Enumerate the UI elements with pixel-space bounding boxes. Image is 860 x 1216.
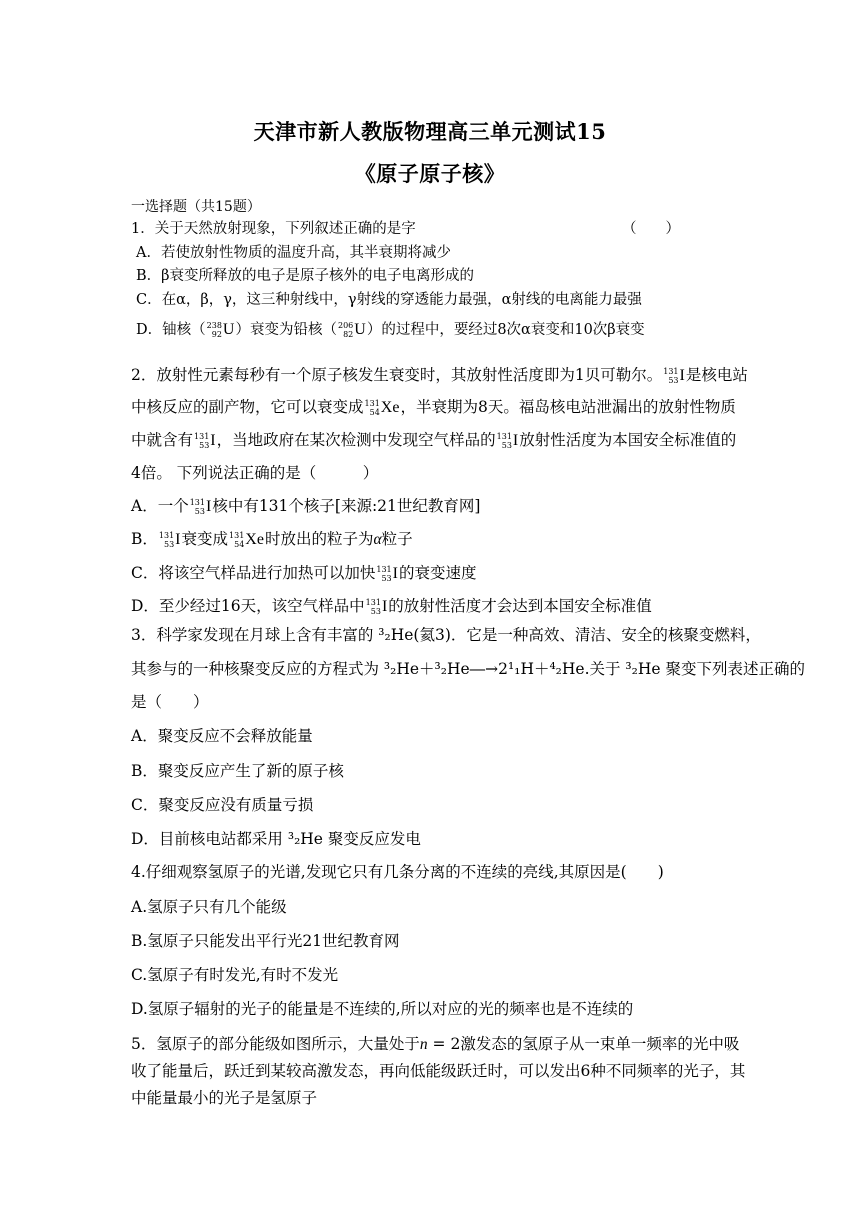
nuclide-i131: 131 53 I bbox=[663, 367, 685, 385]
q4-stem: 4.仔细观察氢原子的光谱,发现它只有几条分离的不连续的亮线,其原因是( ) bbox=[131, 863, 664, 881]
nuclide-i131: 131 53 I bbox=[158, 531, 181, 549]
page-title: 天津市新人教版物理高三单元测试15 bbox=[253, 119, 607, 144]
q5-line-1: 5．氢原子的部分能级如图所示，大量处于n = 2激发态的氢原子从一束单一频率的光中吸 bbox=[131, 1035, 740, 1053]
q2-option-c: C．将该空气样品进行加热可以加快 131 53 I 的衰变速度 bbox=[131, 564, 477, 583]
q3-option-c: C．聚变反应没有质量亏损 bbox=[131, 796, 314, 814]
q4-option-c: C.氢原子有时发光,有时不发光 bbox=[131, 966, 339, 984]
q4-option-a: A.氢原子只有几个能级 bbox=[131, 898, 287, 916]
nuclide-206: 206 82 U bbox=[337, 321, 366, 339]
q3-option-a: A．聚变反应不会释放能量 bbox=[131, 727, 313, 745]
q1-stem: 1．关于天然放射现象，下列叙述正确的是字 bbox=[131, 221, 416, 237]
q1-answer-paren: （ ） bbox=[622, 221, 680, 237]
q1-option-b: B．β衰变所释放的电子是原子核外的电子电离形成的 bbox=[136, 268, 475, 284]
q2-line-1: 2．放射性元素每秒有一个原子核发生衰变时，其放射性活度即为1贝可勒尔。 131 53 I 是核电站 bbox=[131, 366, 748, 385]
nuclide-u238: 238 92 U bbox=[206, 321, 235, 339]
q1-option-c: C．在α，β，γ，这三种射线中，γ射线的穿透能力最强，α射线的电离能力最强 bbox=[136, 292, 642, 308]
q4-option-d: D.氢原子辐射的光子的能量是不连续的,所以对应的光的频率也是不连续的 bbox=[131, 1000, 634, 1018]
nuclide-xe131: 131 54 Xe bbox=[229, 531, 264, 549]
q2-option-d: D．至少经过16天，该空气样品中 131 53 I 的放射性活度才会达到本国安全标准值 bbox=[131, 597, 652, 616]
q4-option-b: B.氢原子只能发出平行光21世纪教育网 bbox=[131, 932, 400, 950]
nuclide-i131: 131 53 I bbox=[365, 598, 388, 616]
nuclide-i131: 131 53 I bbox=[376, 565, 398, 583]
q2-option-b: B． 131 53 I 衰变成 131 54 Xe 时放出的粒子为α粒子 bbox=[131, 530, 413, 549]
nuclide-i131: 131 53 I bbox=[189, 498, 212, 516]
nuclide-xe131: 131 54 Xe bbox=[364, 399, 400, 417]
q1-option-a: A．若使放射性物质的温度升高，其半衰期将减少 bbox=[136, 245, 451, 261]
q2-line-2: 中核反应的副产物，它可以衰变成 131 54 Xe ，半衰期为8天。福岛核电站泄漏出的放射性物质 bbox=[131, 398, 736, 417]
q1-option-d: D．铀核（ 238 92 U ）衰变为铅核（ 206 82 U ）的过程中，要经过8次α衰变和10次β衰变 bbox=[136, 321, 645, 339]
q5-line-2: 收了能量后，跃迁到某较高激发态，再向低能级跃迁时，可以发出6种不同频率的光子，其 bbox=[131, 1062, 746, 1080]
q3-line-1: 3．科学家发现在月球上含有丰富的 ³₂He(氦3)．它是一种高效、清洁、安全的核聚变燃料， bbox=[131, 626, 761, 644]
q2-line-3: 中就含有 131 53 I ，当地政府在某次检测中发现空气样品的 131 53 I 放射性活度为本国安全标准值的 bbox=[131, 431, 737, 450]
nuclide-i131: 131 53 I bbox=[496, 432, 519, 450]
q5-line-3: 中能量最小的光子是氢原子 bbox=[131, 1089, 318, 1107]
q3-option-d: D．目前核电站都采用 ³₂He 聚变反应发电 bbox=[131, 830, 421, 848]
section-label: 一选择题（共15题） bbox=[131, 199, 261, 215]
q3-line-3: 是（ ） bbox=[131, 693, 209, 711]
q3-option-b: B．聚变反应产生了新的原子核 bbox=[131, 762, 344, 780]
q2-line-4: 4倍。 下列说法正确的是（ ） bbox=[131, 464, 379, 482]
q3-line-2: 其参与的一种核聚变反应的方程式为 ³₂He＋³₂He―→2¹₁H＋⁴₂He.关于 ³₂He 聚变下列表述正确的 bbox=[131, 660, 805, 678]
nuclide-i131: 131 53 I bbox=[194, 432, 216, 450]
q2-option-a: A．一个 131 53 I 核中有131个核子[来源:21世纪教育网] bbox=[131, 497, 481, 516]
page-subtitle: 《原子原子核》 bbox=[354, 161, 506, 186]
